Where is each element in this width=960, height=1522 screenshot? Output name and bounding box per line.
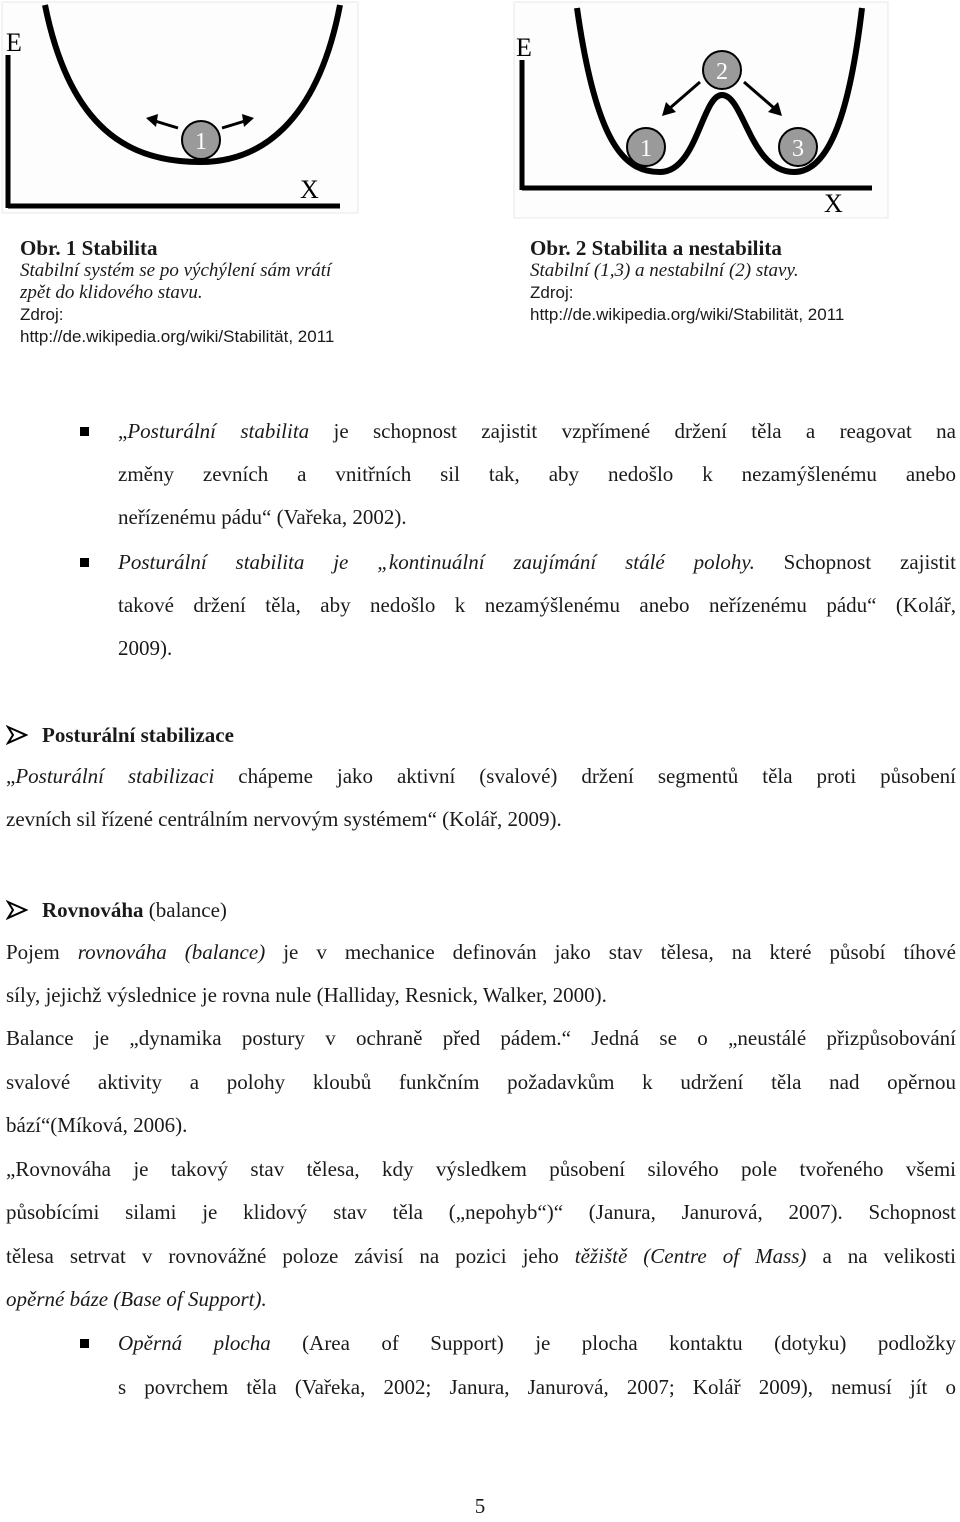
bullet-1-line-2: změny zevních a vnitřních sil tak, aby nedošlo k nezamýšlenému anebo xyxy=(118,462,956,486)
bullet-1-line-3: neřízenému pádu“ (Vařeka, 2002). xyxy=(118,505,407,529)
rovnovaha-p1-line-1: Pojem rovnováha (balance) je v mechanice definován jako stav tělesa, na které působí tíhové xyxy=(6,940,957,964)
square-bullet-icon xyxy=(80,558,89,567)
term-teziste: těžiště (Centre of Mass) xyxy=(574,1244,807,1268)
term-posturalni-stabilizaci: Posturální stabilizaci xyxy=(15,764,215,788)
figure-2-title: Obr. 2 Stabilita a nestabilita xyxy=(530,236,782,260)
fig1-axis-x-label: X xyxy=(300,175,319,204)
bullet-1-line-1: „Posturální stabilita je schopnost zajistit vzpřímené držení těla a reagovat na xyxy=(118,419,956,443)
fig2-ball-2-label: 2 xyxy=(716,59,728,85)
bullet-2-line-3: 2009). xyxy=(118,636,173,660)
rovnovaha-p2-line-3: bází“(Míková, 2006). xyxy=(6,1113,188,1137)
figure-1-caption xyxy=(20,236,420,348)
stabilizace-line-2: zevních sil řízené centrálním nervovým systémem“ (Kolář, 2009). xyxy=(6,807,562,831)
term-posturalni-stabilita: Posturální stabilita xyxy=(127,419,310,443)
bullet-2-line-1: Posturální stabilita je „kontinuální zaujímání stálé polohy. Schopnost zajistit xyxy=(118,550,957,574)
rovnovaha-p3-line-4: opěrné báze (Base of Support). xyxy=(6,1287,267,1311)
bullet-2-line-2: takové držení těla, aby nedošlo k nezamýšlenému anebo neřízenému pádu“ (Kolář, xyxy=(118,593,956,617)
figure-2-source-url: http://de.wikipedia.org/wiki/Stabilität, 2011 xyxy=(530,305,845,324)
figure-1-desc-2: zpět do klidového stavu. xyxy=(20,282,203,303)
heading-rovnovaha: Rovnováha (balance) xyxy=(42,898,227,922)
stabilizace-line-1: „Posturální stabilizaci chápeme jako aktivní (svalové) držení segmentů těla proti působení xyxy=(6,764,957,788)
fig2-ball-3-label: 3 xyxy=(792,136,804,162)
figure-2-desc-1: Stabilní (1,3) a nestabilní (2) stavy. xyxy=(530,260,799,281)
figure-2-source-label: Zdroj: xyxy=(530,283,574,302)
figure-1-source-url: http://de.wikipedia.org/wiki/Stabilität, 2011 xyxy=(20,327,335,346)
term-operna-plocha: Opěrná plocha xyxy=(118,1331,271,1355)
rovnovaha-p3-line-2: působícími silami je klidový stav těla („nepohyb“)“ (Janura, Janurová, 2007). Schopnost xyxy=(6,1200,956,1224)
term-rovnovaha-balance: rovnováha (balance) xyxy=(77,940,266,964)
figure-1-diagram xyxy=(0,0,360,215)
rovnovaha-p3-line-1: „Rovnováha je takový stav tělesa, kdy výsledkem působení silového pole tvořeného všemi xyxy=(6,1157,956,1181)
arrow-bullet-icon xyxy=(6,900,28,920)
fig1-axis-e-label: E xyxy=(6,28,22,57)
figure-1-desc-1: Stabilní systém se po výchýlení sám vrátí xyxy=(20,260,332,281)
arrow-bullet-icon xyxy=(6,725,28,745)
figure-2-diagram xyxy=(512,0,890,220)
square-bullet-icon xyxy=(80,1339,89,1348)
figure-1-source-label: Zdroj: xyxy=(20,305,64,324)
figure-2-caption xyxy=(530,236,950,326)
fig1-ball-label: 1 xyxy=(195,129,207,155)
term-posturalni-stabilita: Posturální stabilita xyxy=(118,550,305,574)
fig2-axis-x-label: X xyxy=(824,189,843,218)
fig2-ball-1-label: 1 xyxy=(640,136,652,162)
area-bullet-line-2: s povrchem těla (Vařeka, 2002; Janura, Janurová, 2007; Kolář 2009), nemusí jít o xyxy=(118,1375,956,1399)
fig2-axis-e-label: E xyxy=(516,33,532,62)
figure-1-title: Obr. 1 Stabilita xyxy=(20,236,158,260)
rovnovaha-p2-line-1: Balance je „dynamika postury v ochraně před pádem.“ Jedná se o „neustálé přizpůsobování xyxy=(6,1026,956,1050)
rovnovaha-p2-line-2: svalové aktivity a polohy kloubů funkčním požadavkům k udržení těla nad opěrnou xyxy=(6,1070,956,1094)
page-number: 5 xyxy=(474,1494,486,1518)
heading-posturalni-stabilizace: Posturální stabilizace xyxy=(42,723,234,747)
rovnovaha-p3-line-3: tělesa setrvat v rovnovážné poloze závisí na pozici jeho těžiště (Centre of Mass) a na velikosti xyxy=(6,1244,956,1268)
rovnovaha-p1-line-2: síly, jejichž výslednice je rovna nule (Halliday, Resnick, Walker, 2000). xyxy=(6,983,607,1007)
square-bullet-icon xyxy=(80,427,89,436)
area-bullet-line-1: Opěrná plocha (Area of Support) je plocha kontaktu (dotyku) podložky xyxy=(118,1331,956,1355)
